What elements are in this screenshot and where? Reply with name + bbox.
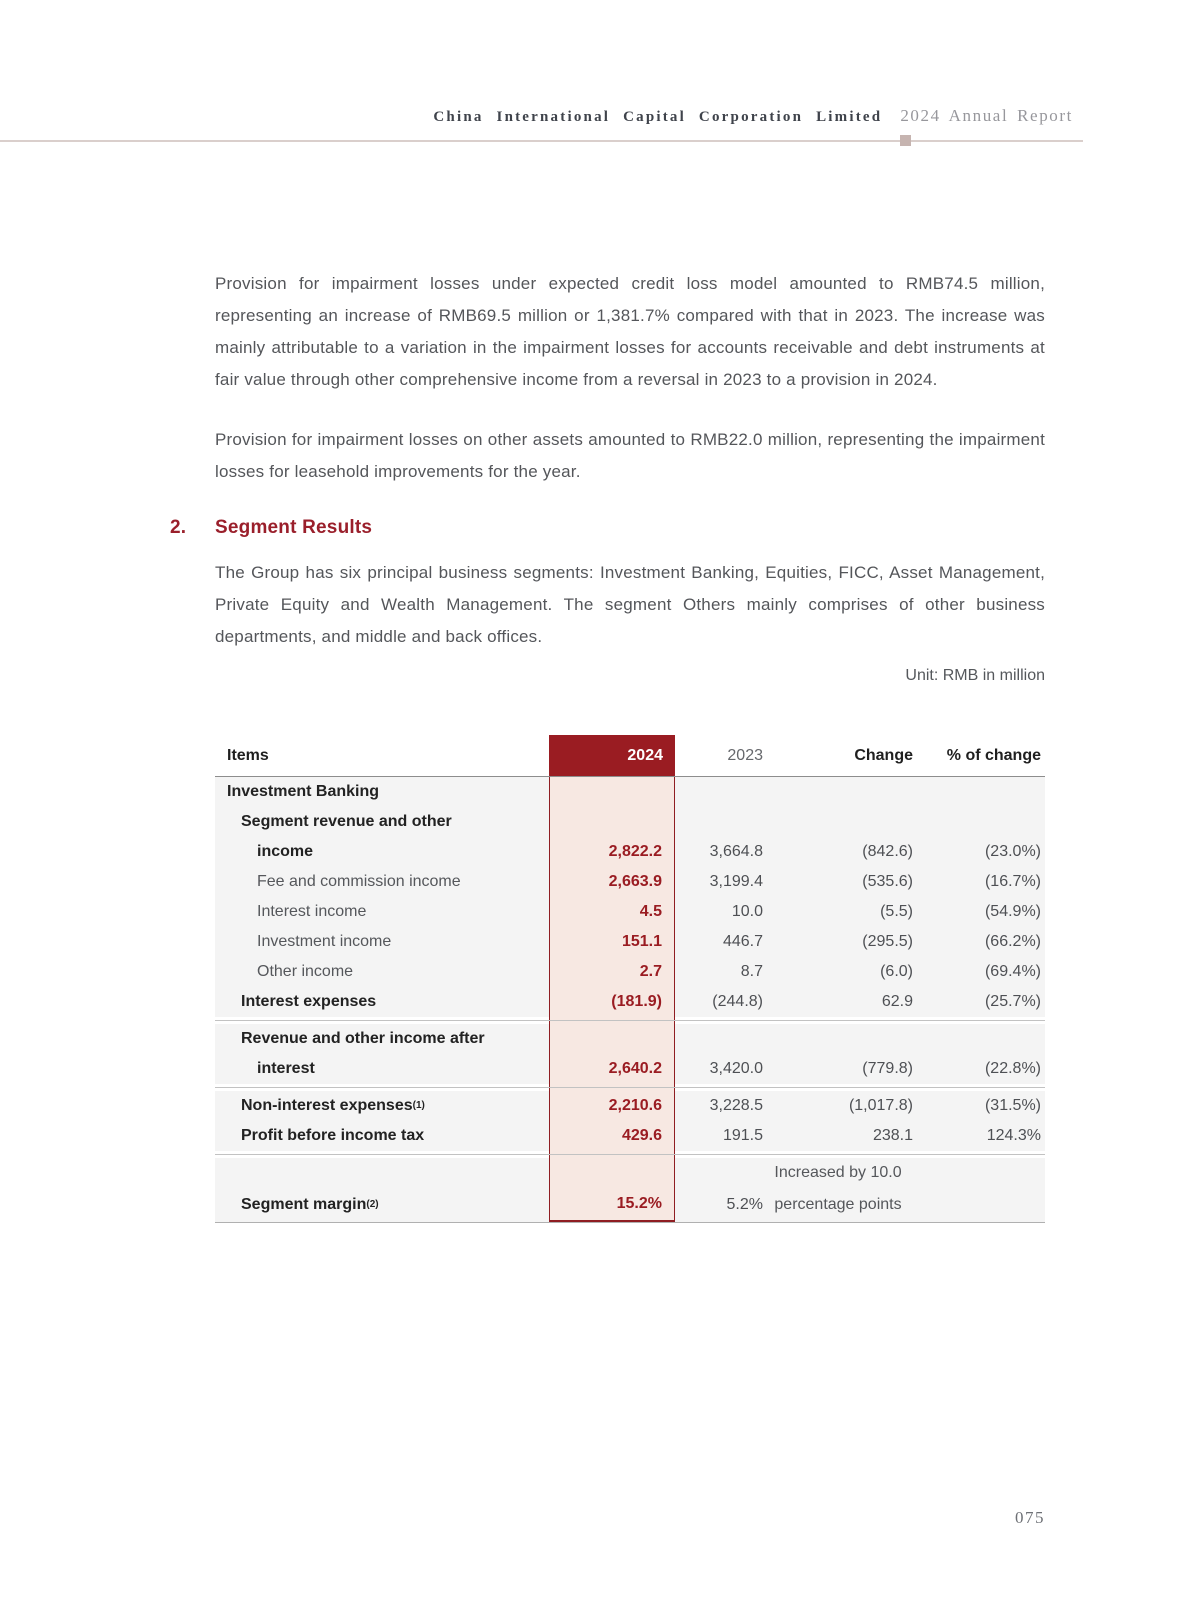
value-2023-text: 3,199.4 [709, 873, 763, 890]
value-2024 [549, 927, 675, 957]
table-section-divider [215, 1151, 1045, 1158]
column-header-change: Change [854, 746, 913, 764]
page-number: 075 [1015, 1508, 1045, 1527]
value-2024 [549, 1158, 675, 1188]
report-title: 2024 Annual Report [900, 106, 1073, 125]
value-pct-change-text: (16.7%) [984, 873, 1041, 890]
row-label-text: Other income [257, 963, 354, 980]
row-label-text: Segment revenue and other [241, 813, 452, 830]
header-rule [0, 140, 1083, 142]
value-2023-text: 191.5 [722, 1127, 763, 1144]
value-change [763, 777, 913, 807]
value-change-text: (535.6) [862, 873, 913, 890]
row-label-text: Non-interest expenses [241, 1097, 413, 1114]
value-2024-text: 2,640.2 [608, 1060, 662, 1077]
value-pct-change [913, 1188, 1045, 1222]
value-pct-change-text: (69.4%) [984, 963, 1041, 980]
section-number: 2. [170, 517, 187, 538]
value-pct-change-text: (25.7%) [984, 993, 1041, 1010]
divider-highlight-column [549, 1017, 675, 1024]
value-2023 [675, 1121, 763, 1151]
divider-right [675, 1084, 1045, 1091]
value-change [763, 837, 913, 867]
value-change [763, 957, 913, 987]
value-2023-text: 10.0 [731, 903, 763, 920]
value-2024 [549, 987, 675, 1017]
table-row [215, 897, 1045, 927]
value-pct-change-text: (23.0%) [984, 843, 1041, 860]
row-label [215, 837, 549, 867]
value-change [763, 1188, 913, 1222]
value-change-text: (842.6) [862, 843, 913, 860]
value-2023 [675, 1024, 763, 1054]
table-row [215, 987, 1045, 1017]
row-label-text: interest [257, 1060, 315, 1077]
column-header-2023: 2023 [727, 746, 763, 764]
value-change [763, 927, 913, 957]
table-row [215, 1054, 1045, 1084]
value-pct-change-text: 124.3% [986, 1127, 1041, 1144]
value-2023 [675, 1054, 763, 1084]
segment-results-table [215, 735, 1045, 1223]
value-2023 [675, 867, 763, 897]
divider-highlight-column [549, 1084, 675, 1091]
row-label [215, 867, 549, 897]
value-pct-change [913, 837, 1045, 867]
value-pct-change [913, 897, 1045, 927]
row-label-text: Profit before income tax [241, 1127, 425, 1144]
value-2024-text: 151.1 [621, 933, 662, 950]
value-pct-change-text: (22.8%) [984, 1060, 1041, 1077]
value-change [763, 897, 913, 927]
row-label [215, 1158, 549, 1188]
row-label [215, 1024, 549, 1054]
paragraph-segment-intro: The Group has six principal business segments: Investment Banking, Equities, FICC, Asset Management, Private Equity and Wealth Management. The segment Others mainly comprises of other business departments, and middle and back offices. [215, 563, 1045, 646]
value-change-text: 238.1 [872, 1127, 913, 1144]
row-label [215, 807, 549, 837]
table-row [215, 867, 1045, 897]
section-title: Segment Results [215, 517, 373, 538]
value-pct-change [913, 1024, 1045, 1054]
table-unit-note: Unit: RMB in million [905, 667, 1045, 684]
value-2024-text: 429.6 [621, 1127, 662, 1144]
value-2024 [549, 777, 675, 807]
table-row [215, 1091, 1045, 1121]
divider-left [215, 1084, 549, 1091]
value-2023-text: 3,664.8 [709, 843, 763, 860]
value-2024-text: 2,663.9 [608, 873, 662, 890]
paragraph-impairment-other-assets: Provision for impairment losses on other assets amounted to RMB22.0 million, representing the impairment losses for leasehold improvements for the year. [215, 430, 1045, 481]
value-pct-change [913, 867, 1045, 897]
divider-right [675, 1151, 1045, 1158]
value-2024 [549, 957, 675, 987]
value-2023 [675, 987, 763, 1017]
row-label: Segment margin (2) [241, 1196, 379, 1213]
section-heading [170, 517, 372, 539]
value-change [763, 1024, 913, 1054]
value-change [763, 987, 913, 1017]
column-header-items: Items [227, 746, 269, 764]
row-label-text: income [257, 843, 314, 860]
value-change-text: (1,017.8) [848, 1097, 913, 1114]
value-2024-text: 4.5 [639, 903, 662, 920]
value-change-text: percentage points [774, 1196, 902, 1213]
table-row [215, 837, 1045, 867]
row-label [215, 927, 549, 957]
divider-right [675, 1017, 1045, 1024]
value-2024 [549, 1024, 675, 1054]
value-2023 [675, 807, 763, 837]
value-2023 [675, 837, 763, 867]
value-2024-text: 2,210.6 [608, 1097, 662, 1114]
value-pct-change [913, 1091, 1045, 1121]
value-2023 [675, 897, 763, 927]
value-change-text: Increased by 10.0 [774, 1164, 902, 1181]
value-2023-text: 3,228.5 [709, 1097, 763, 1114]
value-pct-change-text: (31.5%) [984, 1097, 1041, 1114]
table-row [215, 807, 1045, 837]
paragraph-impairment-ecl: Provision for impairment losses under expected credit loss model amounted to RMB74.5 million, representing an increase of RMB69.5 million or 1,381.7% compared with that in 2023. The increase was mainly attributable to a variation in the impairment losses for accounts receivable and debt instruments at fair value through other comprehensive income from a reversal in 2023 to a provision in 2024. [215, 274, 1045, 389]
divider-highlight-column [549, 1151, 675, 1158]
value-2024-text: 15.2% [616, 1195, 662, 1212]
value-pct-change [913, 1054, 1045, 1084]
value-change [763, 867, 913, 897]
column-header-pct-change: % of change [946, 746, 1041, 764]
column-header-2024: 2024 [549, 735, 675, 776]
row-label [215, 1121, 549, 1151]
value-pct-change-text: (54.9%) [984, 903, 1041, 920]
row-label: Non-interest expenses (1) [241, 1097, 425, 1114]
value-2024-text: 2.7 [639, 963, 662, 980]
company-name: China International Capital Corporation Limited [433, 109, 883, 125]
value-2024 [549, 897, 675, 927]
value-change-text: (5.5) [880, 903, 913, 920]
value-change [763, 1091, 913, 1121]
value-2023 [675, 1158, 763, 1188]
value-2023 [675, 1188, 763, 1222]
row-label-text: Interest income [257, 903, 367, 920]
table-section-divider [215, 1017, 1045, 1024]
divider-left [215, 1017, 549, 1024]
value-2024-text: 2,822.2 [608, 843, 662, 860]
value-change-text: 62.9 [881, 993, 913, 1010]
value-2023 [675, 1091, 763, 1121]
value-pct-change-text: (66.2%) [984, 933, 1041, 950]
row-label-text: Investment Banking [227, 783, 380, 800]
row-label [215, 987, 549, 1017]
row-label [215, 777, 549, 807]
running-header [433, 106, 1073, 126]
row-label [215, 957, 549, 987]
row-label [215, 1054, 549, 1084]
value-2024-text: (181.9) [611, 993, 662, 1010]
table-row [215, 957, 1045, 987]
row-label-text: Segment margin [241, 1196, 367, 1213]
value-2023 [675, 957, 763, 987]
value-pct-change [913, 1121, 1045, 1151]
row-label [215, 897, 549, 927]
value-2024 [549, 1091, 675, 1121]
table-row [215, 1121, 1045, 1151]
value-pct-change [913, 777, 1045, 807]
header-rule-square [900, 135, 911, 146]
value-2023-text: 3,420.0 [709, 1060, 763, 1077]
table-note-row [215, 1158, 1045, 1188]
value-change-text: (295.5) [862, 933, 913, 950]
row-label-text: Investment income [257, 933, 392, 950]
value-pct-change [913, 927, 1045, 957]
value-2024 [549, 1121, 675, 1151]
value-2023 [675, 777, 763, 807]
value-2024 [549, 1188, 675, 1222]
value-change [763, 1121, 913, 1151]
table-row [215, 1024, 1045, 1054]
row-label-text: Revenue and other income after [241, 1030, 485, 1047]
table-section-divider [215, 1084, 1045, 1091]
segment-table-body [215, 777, 1045, 1223]
value-change-text: (6.0) [880, 963, 913, 980]
value-change-text: (779.8) [862, 1060, 913, 1077]
value-change [763, 807, 913, 837]
value-pct-change [913, 1158, 1045, 1188]
value-2023 [675, 927, 763, 957]
value-2023-text: 5.2% [726, 1196, 763, 1213]
table-header-row [215, 735, 1045, 777]
value-change [763, 1158, 913, 1188]
value-2024 [549, 837, 675, 867]
value-2024 [549, 807, 675, 837]
value-2024 [549, 1054, 675, 1084]
table-row [215, 927, 1045, 957]
value-pct-change [913, 987, 1045, 1017]
value-2023-text: 8.7 [740, 963, 763, 980]
row-label-text: Interest expenses [241, 993, 377, 1010]
value-change [763, 1054, 913, 1084]
table-note-row [215, 1188, 1045, 1222]
value-2023-text: (244.8) [712, 993, 763, 1010]
table-row [215, 777, 1045, 807]
divider-left [215, 1151, 549, 1158]
value-2023-text: 446.7 [722, 933, 763, 950]
value-pct-change [913, 807, 1045, 837]
row-label-text: Fee and commission income [257, 873, 461, 890]
value-2024 [549, 867, 675, 897]
value-pct-change [913, 957, 1045, 987]
